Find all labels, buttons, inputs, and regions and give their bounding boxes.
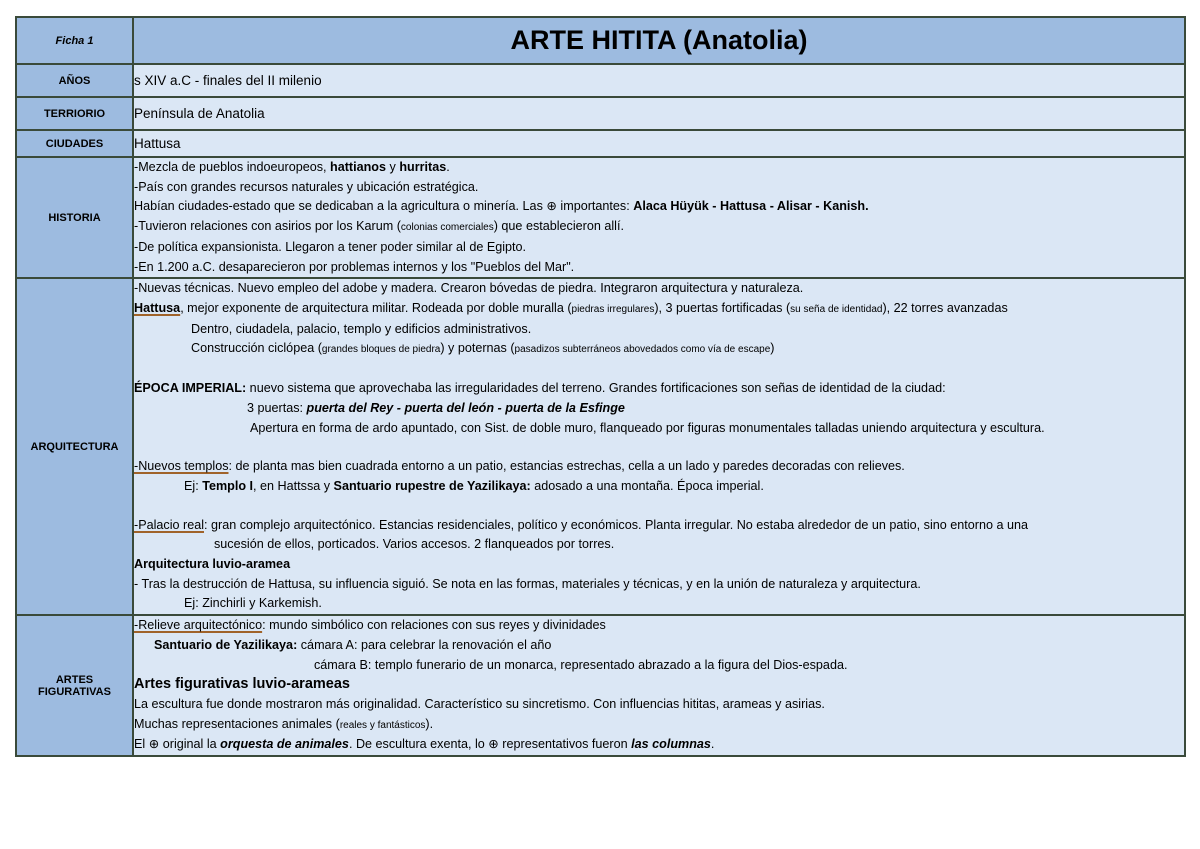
artes-line: La escultura fue donde mostraron más originalidad. Característico su sincretismo. Con influencias hititas, arameas y asirias. <box>134 697 825 712</box>
arq-line: sucesión de ellos, porticados. Varios accesos. 2 flanqueados por torres. <box>214 537 615 552</box>
arq-line: -Nuevos templos: de planta mas bien cuadrada entorno a un patio, estancias estrechas, cella a un lado y paredes decoradas con relieves. <box>134 459 905 474</box>
arq-line: Dentro, ciudadela, palacio, templo y edificios administrativos. <box>191 321 532 336</box>
arq-line: Apertura en forma de ardo apuntado, con Sist. de doble muro, flanqueado por figuras monumentales talladas uniendo arquitectura y escultura. <box>250 420 1045 435</box>
historia-line: -Tuvieron relaciones con asirios por los Karum (colonias comerciales) que establecieron allí. <box>134 219 624 234</box>
label-artes: ARTES FIGURATIVAS <box>16 615 133 756</box>
arq-line: Ej: Zinchirli y Karkemish. <box>184 596 322 611</box>
arq-line: Ej: Templo I, en Hattssa y Santuario rupestre de Yazilikaya: adosado a una montaña. Época imperial. <box>184 478 764 493</box>
value-ciudades: Hattusa <box>133 130 1185 157</box>
artes-line: -Relieve arquitectónico: mundo simbólico con relaciones con sus reyes y divinidades <box>134 618 606 633</box>
value-anos: s XIV a.C - finales del II milenio <box>133 64 1185 97</box>
artes-line: Muchas representaciones animales (reales y fantásticos). <box>134 716 434 731</box>
row-ciudades <box>16 130 1185 157</box>
arq-line: -Nuevas técnicas. Nuevo empleo del adobe y madera. Crearon bóvedas de piedra. Integraron arquitectura y naturaleza. <box>134 281 804 296</box>
arq-line: ÉPOCA IMPERIAL: nuevo sistema que aprovechaba las irregularidades del terreno. Grandes fortificaciones son señas de identidad de la ciudad: <box>134 381 946 396</box>
historia-content <box>133 157 1185 278</box>
arq-line: Hattusa, mejor exponente de arquitectura militar. Rodeada por doble muralla (piedras irregulares), 3 puertas fortificadas (su seña de identidad), 22 torres avanzadas <box>134 301 1008 315</box>
artes-line: cámara B: templo funerario de un monarca, representado abrazado a la figura del Dios-espada. <box>314 657 848 672</box>
artes-line: Santuario de Yazilikaya: cámara A: para celebrar la renovación el año <box>154 637 552 652</box>
label-territorio: TERRIORIO <box>16 97 133 130</box>
row-anos <box>16 64 1185 97</box>
arq-line: - Tras la destrucción de Hattusa, su influencia siguió. Se nota en las formas, materiales y técnicas, y en la unión de naturaleza y arquitectura. <box>134 576 921 591</box>
row-artes <box>16 615 1185 756</box>
artes-line: Artes figurativas luvio-arameas <box>134 676 350 693</box>
label-anos: AÑOS <box>16 64 133 97</box>
row-arquitectura <box>16 278 1185 615</box>
ficha-table <box>15 16 1186 757</box>
historia-line: -De política expansionista. Llegaron a tener poder similar al de Egipto. <box>134 239 527 254</box>
row-territorio <box>16 97 1185 130</box>
row-historia <box>16 157 1185 278</box>
historia-line: -En 1.200 a.C. desaparecieron por problemas internos y los "Pueblos del Mar". <box>134 259 575 274</box>
arq-line: 3 puertas: puerta del Rey - puerta del león - puerta de la Esfinge <box>247 400 625 415</box>
label-arquitectura: ARQUITECTURA <box>16 278 133 615</box>
arquitectura-content <box>133 278 1185 615</box>
arq-line: Arquitectura luvio-aramea <box>134 557 291 572</box>
arq-line: -Palacio real: gran complejo arquitectónico. Estancias residenciales, político y económicos. Planta irregular. No estaba alrededor de un patio, sino entorno a una <box>134 517 1028 532</box>
artes-content <box>133 615 1185 756</box>
historia-line: Habían ciudades-estado que se dedicaban a la agricultura o minería. Las ⊕ importantes: Alaca Hüyük - Hattusa - Alisar - Kanish. <box>134 199 869 214</box>
artes-line: El ⊕ original la orquesta de animales. De escultura exenta, lo ⊕ representativos fueron las columnas. <box>134 737 715 752</box>
arq-line: Construcción ciclópea (grandes bloques de piedra) y poternas (pasadizos subterráneos abovedados como vía de escape) <box>191 341 775 356</box>
header-row <box>16 17 1185 64</box>
ficha-number: Ficha 1 <box>16 17 133 64</box>
value-territorio: Península de Anatolia <box>133 97 1185 130</box>
page-title: ARTE HITITA (Anatolia) <box>133 17 1185 64</box>
historia-line: -País con grandes recursos naturales y ubicación estratégica. <box>134 179 479 194</box>
historia-line: -Mezcla de pueblos indoeuropeos, hattianos y hurritas. <box>134 160 450 174</box>
label-ciudades: CIUDADES <box>16 130 133 157</box>
label-historia: HISTORIA <box>16 157 133 278</box>
